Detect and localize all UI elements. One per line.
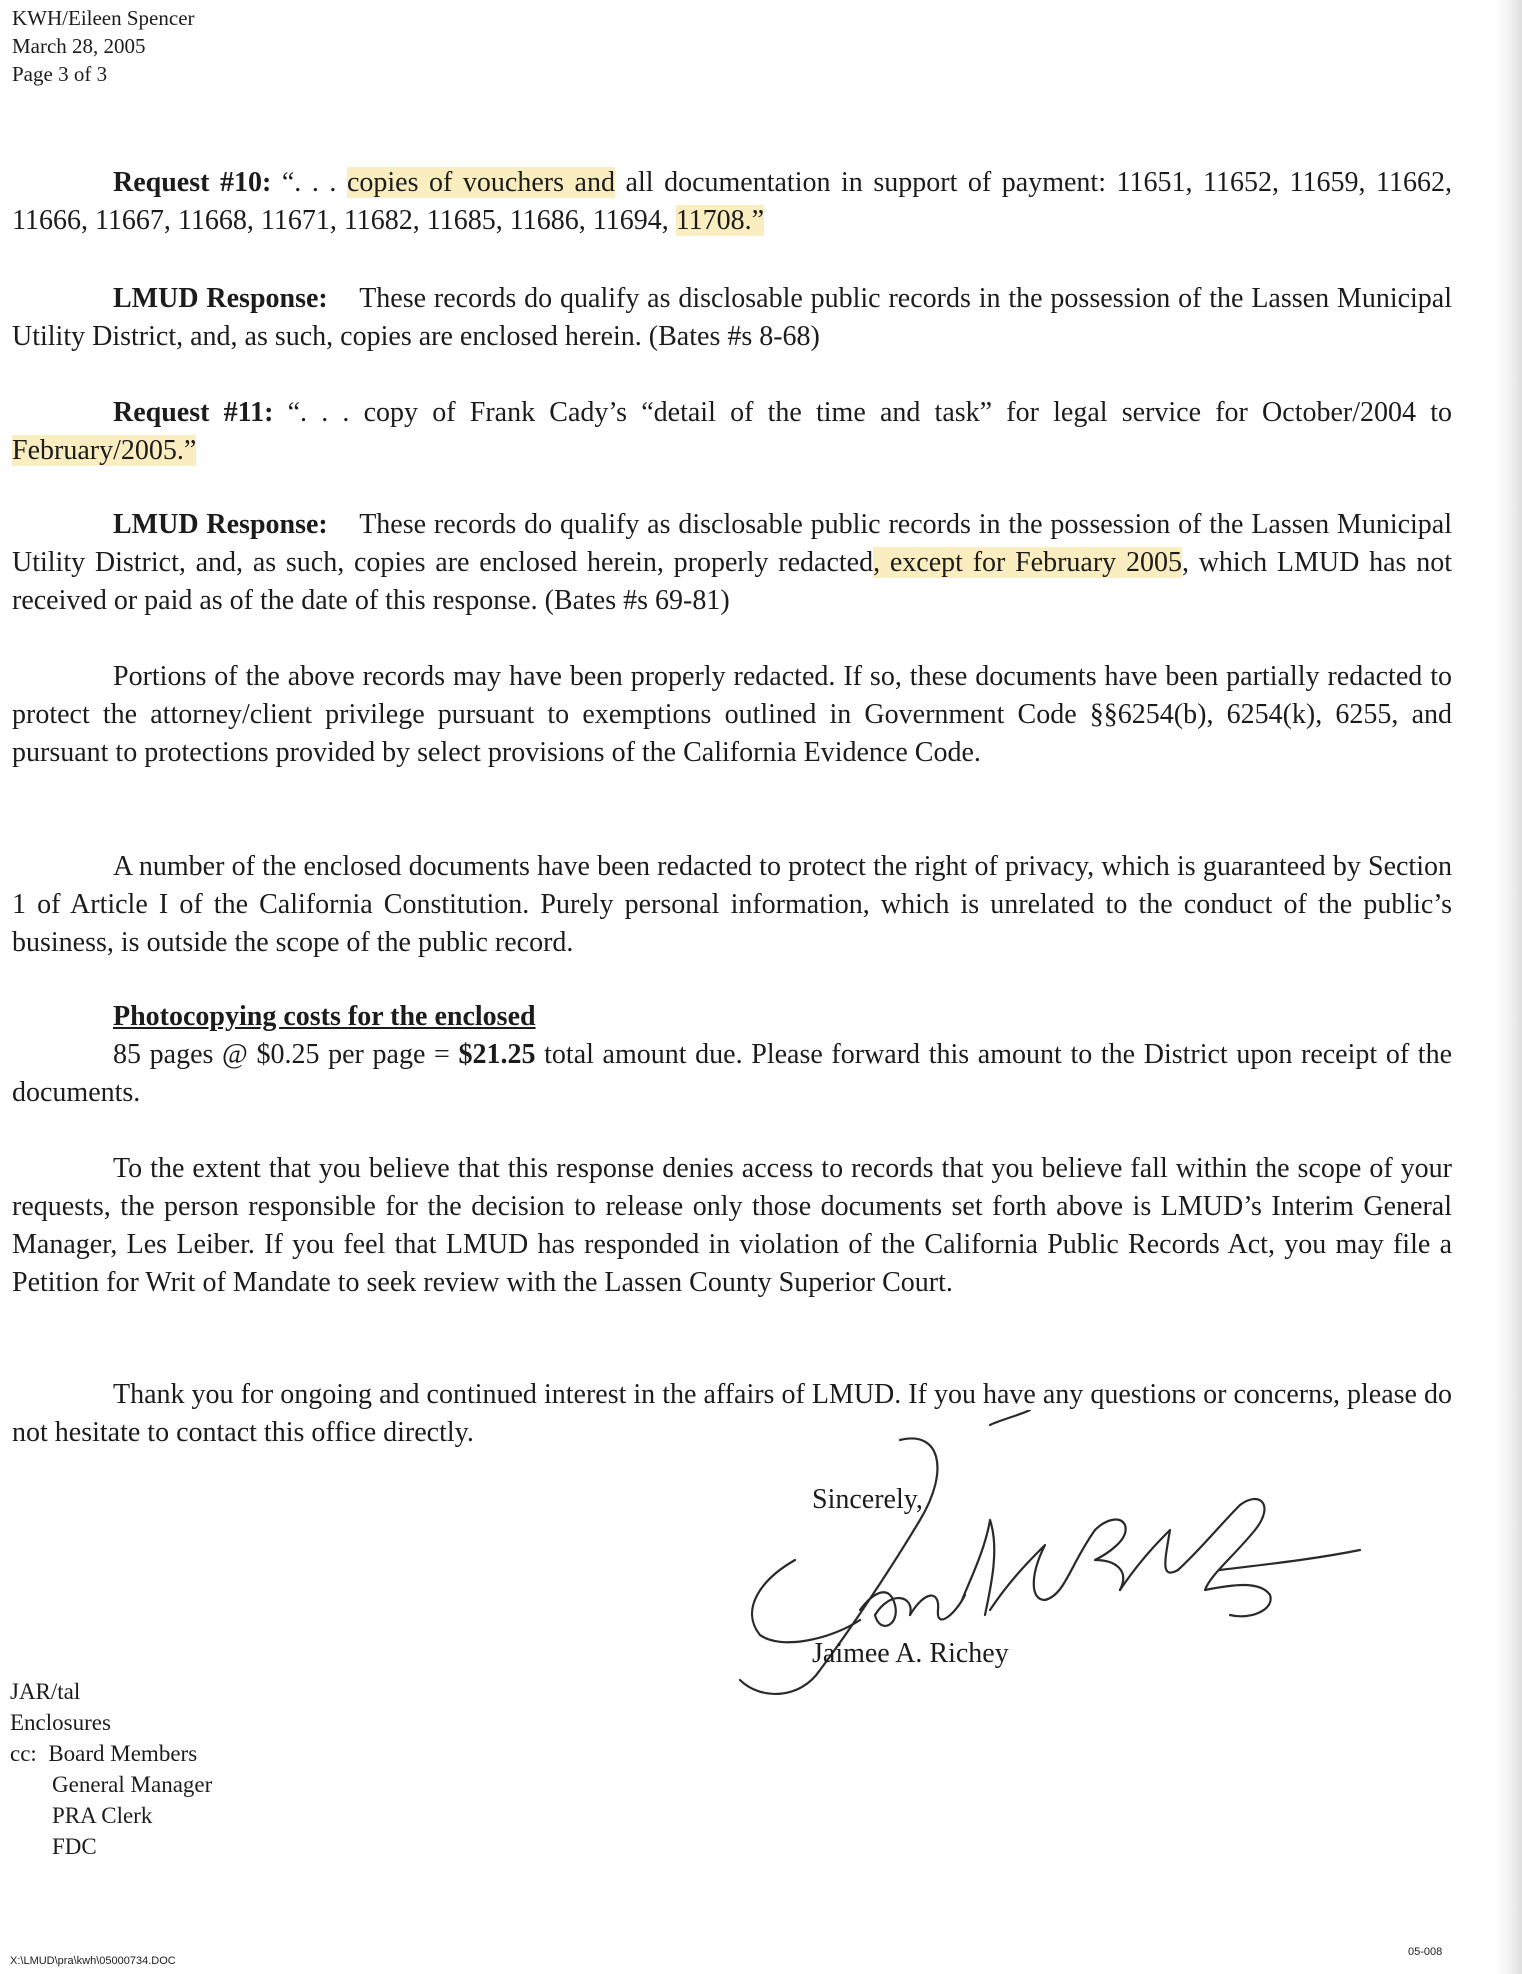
redaction-text: Portions of the above records may have been properly redacted. If so, these documents have been partially redacted to protect the attorney/client privilege pursuant to exemptions outlined in Government Code §§6254(b), 6254(k), 6255, and pursuant to protections provided by select provisions of the California Evidence Code.	[12, 661, 1452, 768]
enclosures-note: Enclosures	[10, 1710, 111, 1735]
photocopy-section	[12, 998, 1452, 1112]
request-10-label: Request #10:	[113, 167, 272, 198]
request-11-text: “. . . copy of Frank Cady’s “detail of the time and task” for legal service for October/2004 to	[273, 397, 1452, 428]
response-10-text: These records do qualify as disclosable public records in the possession of the Lassen Municipal Utility District, and, as such, copies are enclosed herein. (Bates #s 8-68)	[12, 283, 1453, 352]
letter-header	[12, 4, 195, 88]
cc-recipient: Board Members	[48, 1741, 198, 1766]
response-10-paragraph	[12, 280, 1452, 356]
photocopy-text: total amount due. Please forward this amount to the District upon receipt of the documents.	[12, 1039, 1453, 1108]
cc-recipient: FDC	[52, 1834, 97, 1859]
document-code: 05-008	[1408, 1946, 1443, 1958]
privacy-paragraph	[12, 848, 1452, 962]
header-recipient: KWH/Eileen Spencer	[12, 6, 195, 30]
file-path: X:\LMUD\pra\kwh\05000734.DOC	[10, 1955, 176, 1967]
extent-paragraph	[12, 1150, 1452, 1302]
highlighted-text: copies of vouchers and	[346, 167, 615, 198]
footer-notations	[10, 1676, 212, 1862]
cc-recipient: PRA Clerk	[52, 1803, 153, 1828]
request-10-paragraph	[12, 164, 1452, 240]
closing: Sincerely,	[812, 1484, 923, 1515]
cc-label: cc:	[10, 1741, 37, 1766]
response-11-paragraph	[12, 506, 1452, 620]
request-10-text: “. . .	[271, 167, 347, 198]
request-10-text: all documentation in support of payment: 11651, 11652, 11659, 11662, 11666, 11667, 11668, 11671, 11682, 11685, 11686, 11694,	[12, 167, 1453, 236]
redaction-paragraph	[12, 658, 1452, 772]
highlighted-text: February/2005.”	[12, 435, 197, 466]
extent-text: To the extent that you believe that this response denies access to records that you believe fall within the scope of your requests, the person responsible for the decision to release only those documents set forth above is LMUD’s Interim General Manager, Les Leiber. If you feel that LMUD has responded in violation of the California Public Records Act, you may file a Petition for Writ of Mandate to seek review with the Lassen County Superior Court.	[12, 1153, 1452, 1298]
page-edge-shadow	[1496, 0, 1522, 1974]
amount-due: $21.25	[458, 1039, 536, 1070]
signer-name: Jaimee A. Richey	[812, 1638, 1009, 1669]
handwritten-signature	[700, 1410, 1380, 1700]
cc-recipient: General Manager	[52, 1772, 213, 1797]
header-page-number: Page 3 of 3	[12, 62, 108, 86]
highlighted-text: 11708.”	[675, 205, 765, 236]
request-11-label: Request #11:	[113, 397, 274, 428]
response-10-label: LMUD Response:	[113, 283, 328, 314]
header-date: March 28, 2005	[12, 34, 146, 58]
cc-line	[10, 1738, 212, 1769]
response-11-text: , which LMUD has not received or paid as of the date of this response. (Bates #s 69-81)	[12, 547, 1452, 616]
response-11-label: LMUD Response:	[113, 509, 328, 540]
signature-block	[700, 1410, 1380, 1700]
initials: JAR/tal	[10, 1679, 81, 1704]
privacy-text: A number of the enclosed documents have been redacted to protect the right of privacy, which is guaranteed by Section 1 of Article I of the California Constitution. Purely personal information, which is unrelated to the conduct of the public’s business, is outside the scope of the public record.	[12, 851, 1452, 958]
photocopy-heading: Photocopying costs for the enclosed	[113, 1001, 536, 1032]
highlighted-text: , except for February 2005	[873, 547, 1182, 578]
thanks-text: Thank you for ongoing and continued interest in the affairs of LMUD. If you have any questions or concerns, please do not hesitate to contact this office directly.	[12, 1379, 1452, 1448]
response-11-text: These records do qualify as disclosable public records in the possession of the Lassen Municipal Utility District, and, as such, copies are enclosed herein, properly redacted	[12, 509, 1453, 578]
photocopy-text: 85 pages @ $0.25 per page =	[113, 1039, 459, 1070]
request-11-paragraph	[12, 394, 1452, 470]
